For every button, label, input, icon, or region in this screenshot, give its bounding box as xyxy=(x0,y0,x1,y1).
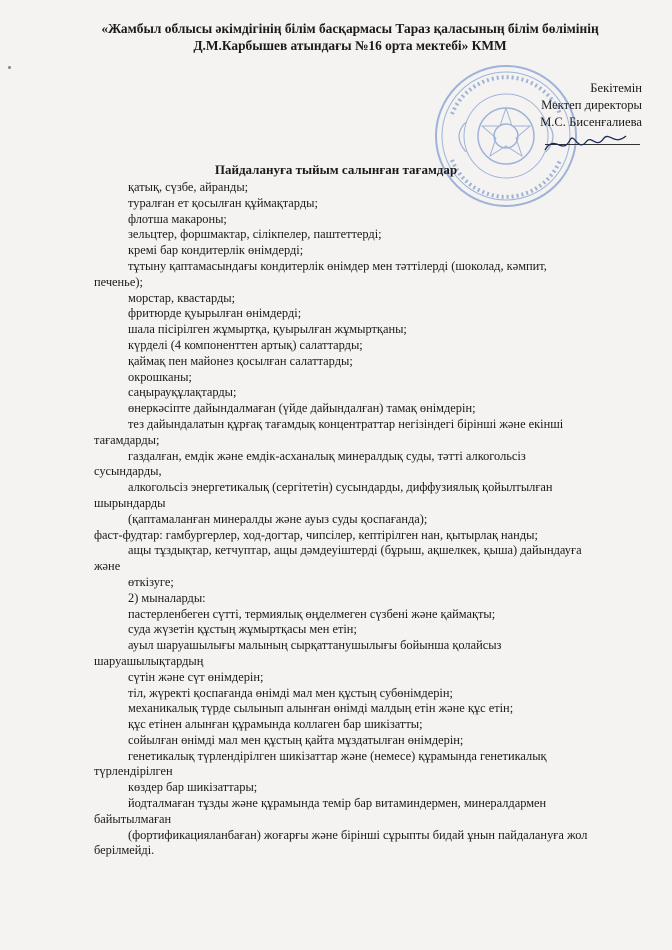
approval-block xyxy=(462,80,642,131)
list-item: тез дайындалатын құрғақ тағамдық концентраттар негізіндегі бірінші және екінші xyxy=(128,416,564,431)
list-item-continuation: және xyxy=(94,559,121,574)
list-item: сойылған өнімді мал мен құстың қайта мұздатылған өнімдерін; xyxy=(128,732,464,747)
list-item-continuation: печенье); xyxy=(94,274,143,289)
list-item: ащы тұздықтар, кетчуптар, ащы дәмдеуіштерді (бұрыш, ақшелкек, қыша) дайындауға xyxy=(128,543,582,558)
list-item: (қаптамаланған минералды және ауыз суды қоспағанда); xyxy=(128,511,428,526)
prohibited-food-list xyxy=(94,180,634,859)
list-item: пастерленбеген сүтті, термиялық өңделмеген сүзбені және қаймақты; xyxy=(128,606,496,621)
list-item: фаст-фудтар: гамбургерлер, ход-догтар, чипсілер, кептірілген нан, қытырлақ нанды; xyxy=(94,527,538,542)
header-line-2: Д.М.Карбышев атындағы №16 орта мектебі» КММ xyxy=(193,38,507,53)
list-item: газдалған, емдік және емдік-асханалық минералдық суды, тәтті алкогольсіз xyxy=(128,448,526,463)
list-item: саңырауқұлақтарды; xyxy=(128,385,237,400)
list-item: өнеркәсіпте дайындалмаған (үйде дайындалған) тамақ өнімдерін; xyxy=(128,401,476,416)
header-line-1: «Жамбыл облысы әкімдігінің білім басқармасы Тараз қаласының білім бөлімінің xyxy=(101,21,599,36)
scan-speck xyxy=(8,66,11,69)
list-item: тіл, жүректі қоспағанда өнімді мал мен құстың субөнімдерін; xyxy=(128,685,453,700)
signature-icon xyxy=(540,128,630,158)
list-item: құс етінен алынған құрамында коллаген бар шикізатты; xyxy=(128,717,423,732)
list-item: (фортификацияланбаған) жоғарғы және бірінші сұрыпты бидай ұнын пайдалануға жол xyxy=(128,827,588,842)
approval-word: Бекітемін xyxy=(590,81,642,95)
list-item-continuation: байытылмаған xyxy=(94,811,172,826)
list-item: суда жүзетін құстың жұмыртқасы мен етін; xyxy=(128,622,357,637)
list-item: қаймақ пен майонез қосылған салаттарды; xyxy=(128,353,353,368)
list-item: қатық, сүзбе, айранды; xyxy=(128,180,249,194)
list-item: морстар, квастарды; xyxy=(128,290,236,305)
list-item-continuation: тағамдарды; xyxy=(94,432,160,447)
list-item: ауыл шаруашылығы малының сырқаттанушылығы бойынша қолайсыз xyxy=(128,638,502,653)
list-item-continuation: түрлендірілген xyxy=(94,764,173,779)
list-item: зельцтер, форшмактар, сілікпелер, паштеттерді; xyxy=(128,227,382,242)
document-title: Пайдалануға тыйым салынған тағамдар xyxy=(214,162,458,177)
list-item: өткізуге; xyxy=(128,574,174,589)
document-header xyxy=(90,20,610,54)
list-item: кремі бар кондитерлік өнімдерді; xyxy=(128,243,304,258)
list-item: фритюрде қуырылған өнімдерді; xyxy=(128,306,302,321)
approval-position: Мектеп директоры xyxy=(541,98,642,112)
list-item: сүтін және сүт өнімдерін; xyxy=(128,669,264,684)
list-item: йодталмаған тұзды және құрамында темір бар витаминдермен, минералдармен xyxy=(128,796,547,811)
list-item: шала пісірілген жұмыртқа, қуырылған жұмыртқаны; xyxy=(128,322,407,337)
list-item: механикалық түрде сылынып алынған өнімді малдың етін және құс етін; xyxy=(128,701,514,716)
list-item: флотша макароны; xyxy=(128,211,227,226)
list-item: генетикалық түрлендірілген шикізаттар және (немесе) құрамында генетикалық xyxy=(128,748,547,763)
list-item: күрделі (4 компоненттен артық) салаттарды; xyxy=(128,337,363,352)
list-item-continuation: берілмейді. xyxy=(94,843,155,858)
list-item: алкогольсіз энергетикалық (сергітетін) сусындарды, диффузиялық қойылтылған xyxy=(128,480,553,495)
list-item-continuation: шырындарды xyxy=(94,495,166,510)
list-item-continuation: шаруашылықтардың xyxy=(94,653,204,668)
list-item: тұтыну қаптамасындағы кондитерлік өнімдер мен тәттілерді (шоколад, кәмпит, xyxy=(128,258,547,273)
section-heading: 2) мыналарды: xyxy=(128,590,206,605)
list-item: окрошканы; xyxy=(128,369,192,384)
approval-name: М.С. Бисенғалиева xyxy=(540,115,642,129)
list-item: туралған ет қосылған құймақтарды; xyxy=(128,195,318,210)
list-item-continuation: сусындарды, xyxy=(94,464,162,479)
list-item: көздер бар шикізаттары; xyxy=(128,780,258,795)
